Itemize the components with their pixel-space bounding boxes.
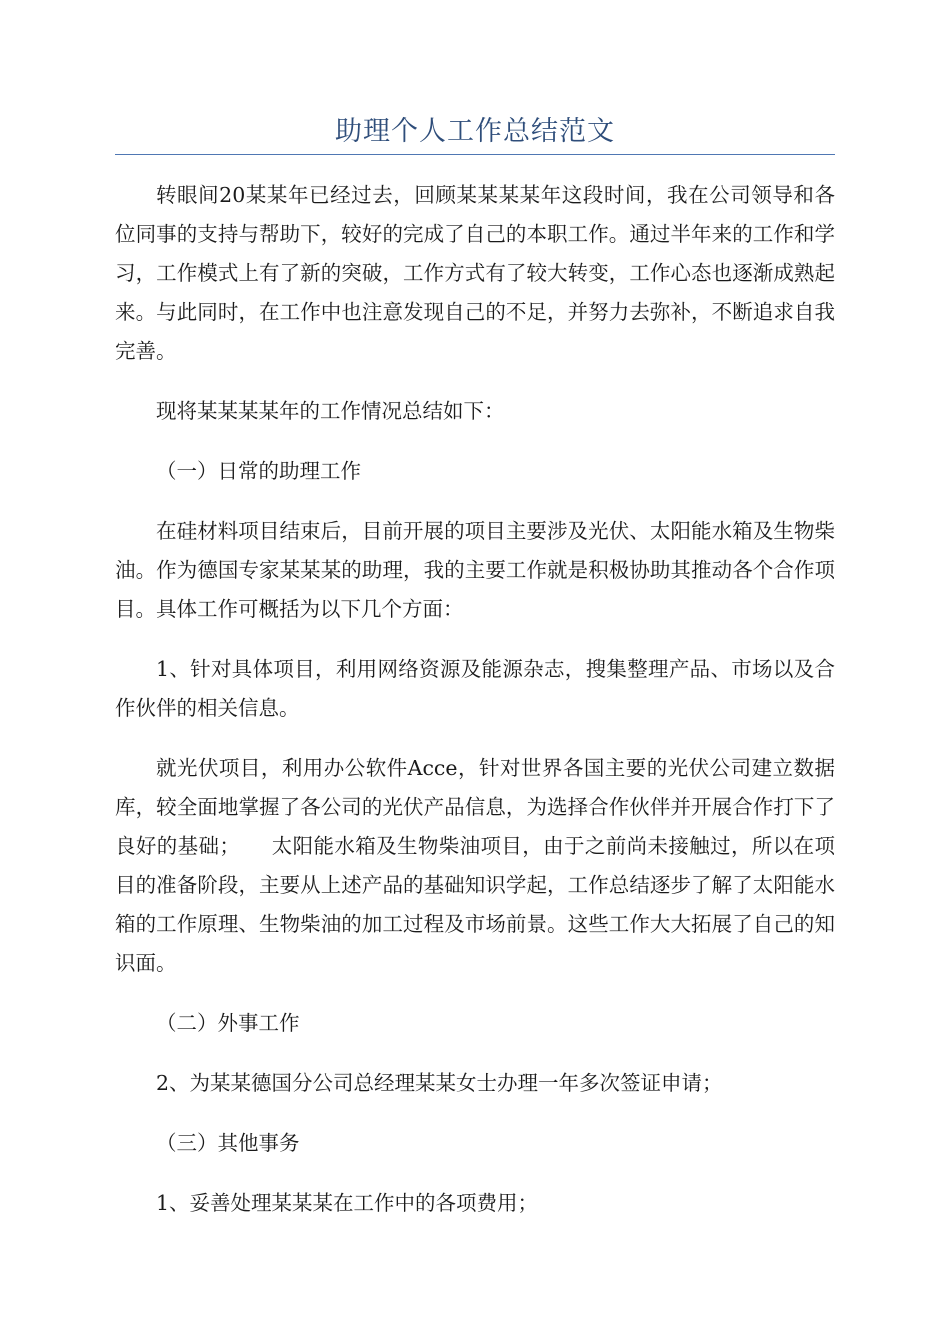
summary-lead-paragraph: 现将某某某某年的工作情况总结如下：	[156, 399, 505, 423]
section-heading-other-affairs: （三）其他事务	[156, 1131, 300, 1155]
visa-paragraph: 2、为某某德国分公司总经理某某女士办理一年多次签证申请；	[156, 1071, 723, 1095]
daily-work-paragraph: 在硅材料项目结束后，目前开展的项目主要涉及光伏、太阳能水箱及生物柴油。作为德国专家某某某的助理，我的主要工作就是积极协助其推动各个合作项目。具体工作可概括为以下几个方面：	[115, 519, 835, 621]
document-title: 助理个人工作总结范文	[335, 116, 615, 147]
item-1-paragraph: 1、针对具体项目，利用网络资源及能源杂志，搜集整理产品、市场以及合作伙伴的相关信息。	[115, 657, 835, 720]
document-body	[115, 176, 835, 1244]
photovoltaic-paragraph: 就光伏项目，利用办公软件Acce，针对世界各国主要的光伏公司建立数据库，较全面地掌握了各公司的光伏产品信息，为选择合作伙伴并开展合作打下了良好的基础； 太阳能水箱及生物柴油项目，由于之前尚未接触过，所以在项目的准备阶段，主要从上述产品的基础知识学起，工作总结逐步了解了太阳能水箱的工作原理、生物柴油的加工过程及市场前景。这些工作大大拓展了自己的知识面。	[115, 756, 835, 975]
section-heading-daily-work: （一）日常的助理工作	[156, 459, 361, 483]
expenses-paragraph: 1、妥善处理某某某在工作中的各项费用；	[156, 1191, 539, 1215]
title-underline	[115, 154, 835, 155]
intro-paragraph: 转眼间20某某年已经过去，回顾某某某某年这段时间，我在公司领导和各位同事的支持与帮助下，较好的完成了自己的本职工作。通过半年来的工作和学习，工作模式上有了新的突破，工作方式有了较大转变，工作心态也逐渐成熟起来。与此同时，在工作中也注意发现自己的不足，并努力去弥补，不断追求自我完善。	[115, 183, 835, 363]
section-heading-foreign-affairs: （二）外事工作	[156, 1011, 300, 1035]
